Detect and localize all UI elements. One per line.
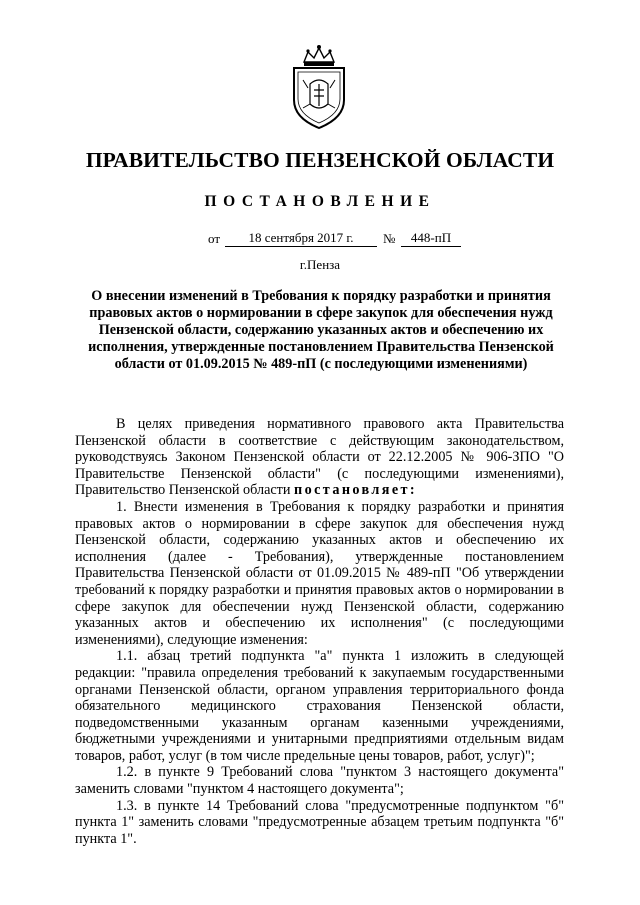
document-subject: О внесении изменений в Требования к порядку разработки и принятия правовых актов о нормировании в сфере закупок для обеспечения нужд Пензенской области, содержанию указанных актов и обеспечению их исполнения, утвержденные постановлением Правительства Пензенской области от 01.09.2015 № 489-пП (с последующими изменениями) <box>88 288 554 372</box>
city: г.Пенза <box>299 257 341 272</box>
document-number: 448-пП <box>401 230 461 247</box>
resolves-word: постановляет: <box>294 482 418 499</box>
item-paragraph: 1.3. в пункте 14 Требований слова "предусмотренные подпунктом "б" пункта 1" заменить словами "предусмотренные абзацем третьим подпункта "б" пункта 1". <box>75 797 564 847</box>
number-sign: № <box>383 231 396 246</box>
document-body <box>75 416 564 847</box>
government-title: ПРАВИТЕЛЬСТВО ПЕНЗЕНСКОЙ ОБЛАСТИ <box>85 148 555 172</box>
coat-of-arms-icon <box>288 44 350 130</box>
document-type: ПОСТАНОВЛЕНИЕ <box>204 193 436 210</box>
document-date: 18 сентября 2017 г. <box>225 230 377 247</box>
item-paragraph: 1. Внести изменения в Требования к порядку разработки и принятия правовых актов о нормировании в сфере закупок для обеспечения нужд Пензенской области, содержанию указанных актов и обеспечению их исполнения (далее - Требования), утвержденные постановлением Правительства Пензенской области от 01.09.2015 № 489-пП "Об утверждении требований к порядку разработки и принятия правовых актов о нормировании в сфере закупок для обеспечении нужд Пензенской области, содержанию указанных актов и обеспечению их исполнения" (с последующими изменениями), следующие изменения: <box>75 498 564 648</box>
preamble-text: В целях приведения нормативного правового акта Правительства Пензенской области в соответствие с действующим законодательством, руководствуясь Законом Пензенской области от 22.12.2005 № 906-ЗПО "О Правительстве Пензенской области" (с последующими изменениями), Правительство Пензенской области <box>75 416 564 499</box>
item-paragraph: 1.2. в пункте 9 Требований слова "пунктом 3 настоящего документа" заменить словами "пунктом 4 настоящего документа"; <box>75 764 564 798</box>
item-paragraph: 1.1. абзац третий подпункта "а" пункта 1 изложить в следующей редакции: "правила определения требований к закупаемым государственными органами Пензенской области, органом управления территориального фонда обязательного медицинского страхования Пензенской области, подведомственными указанным органам казенными учреждениями, бюджетными учреждениями и унитарными предприятиями отдельным видам товаров, работ, услуг (в том числе предельные цены товаров, работ, услуг)"; <box>75 648 564 764</box>
preamble-paragraph <box>75 416 564 499</box>
date-prefix: от <box>208 231 221 246</box>
